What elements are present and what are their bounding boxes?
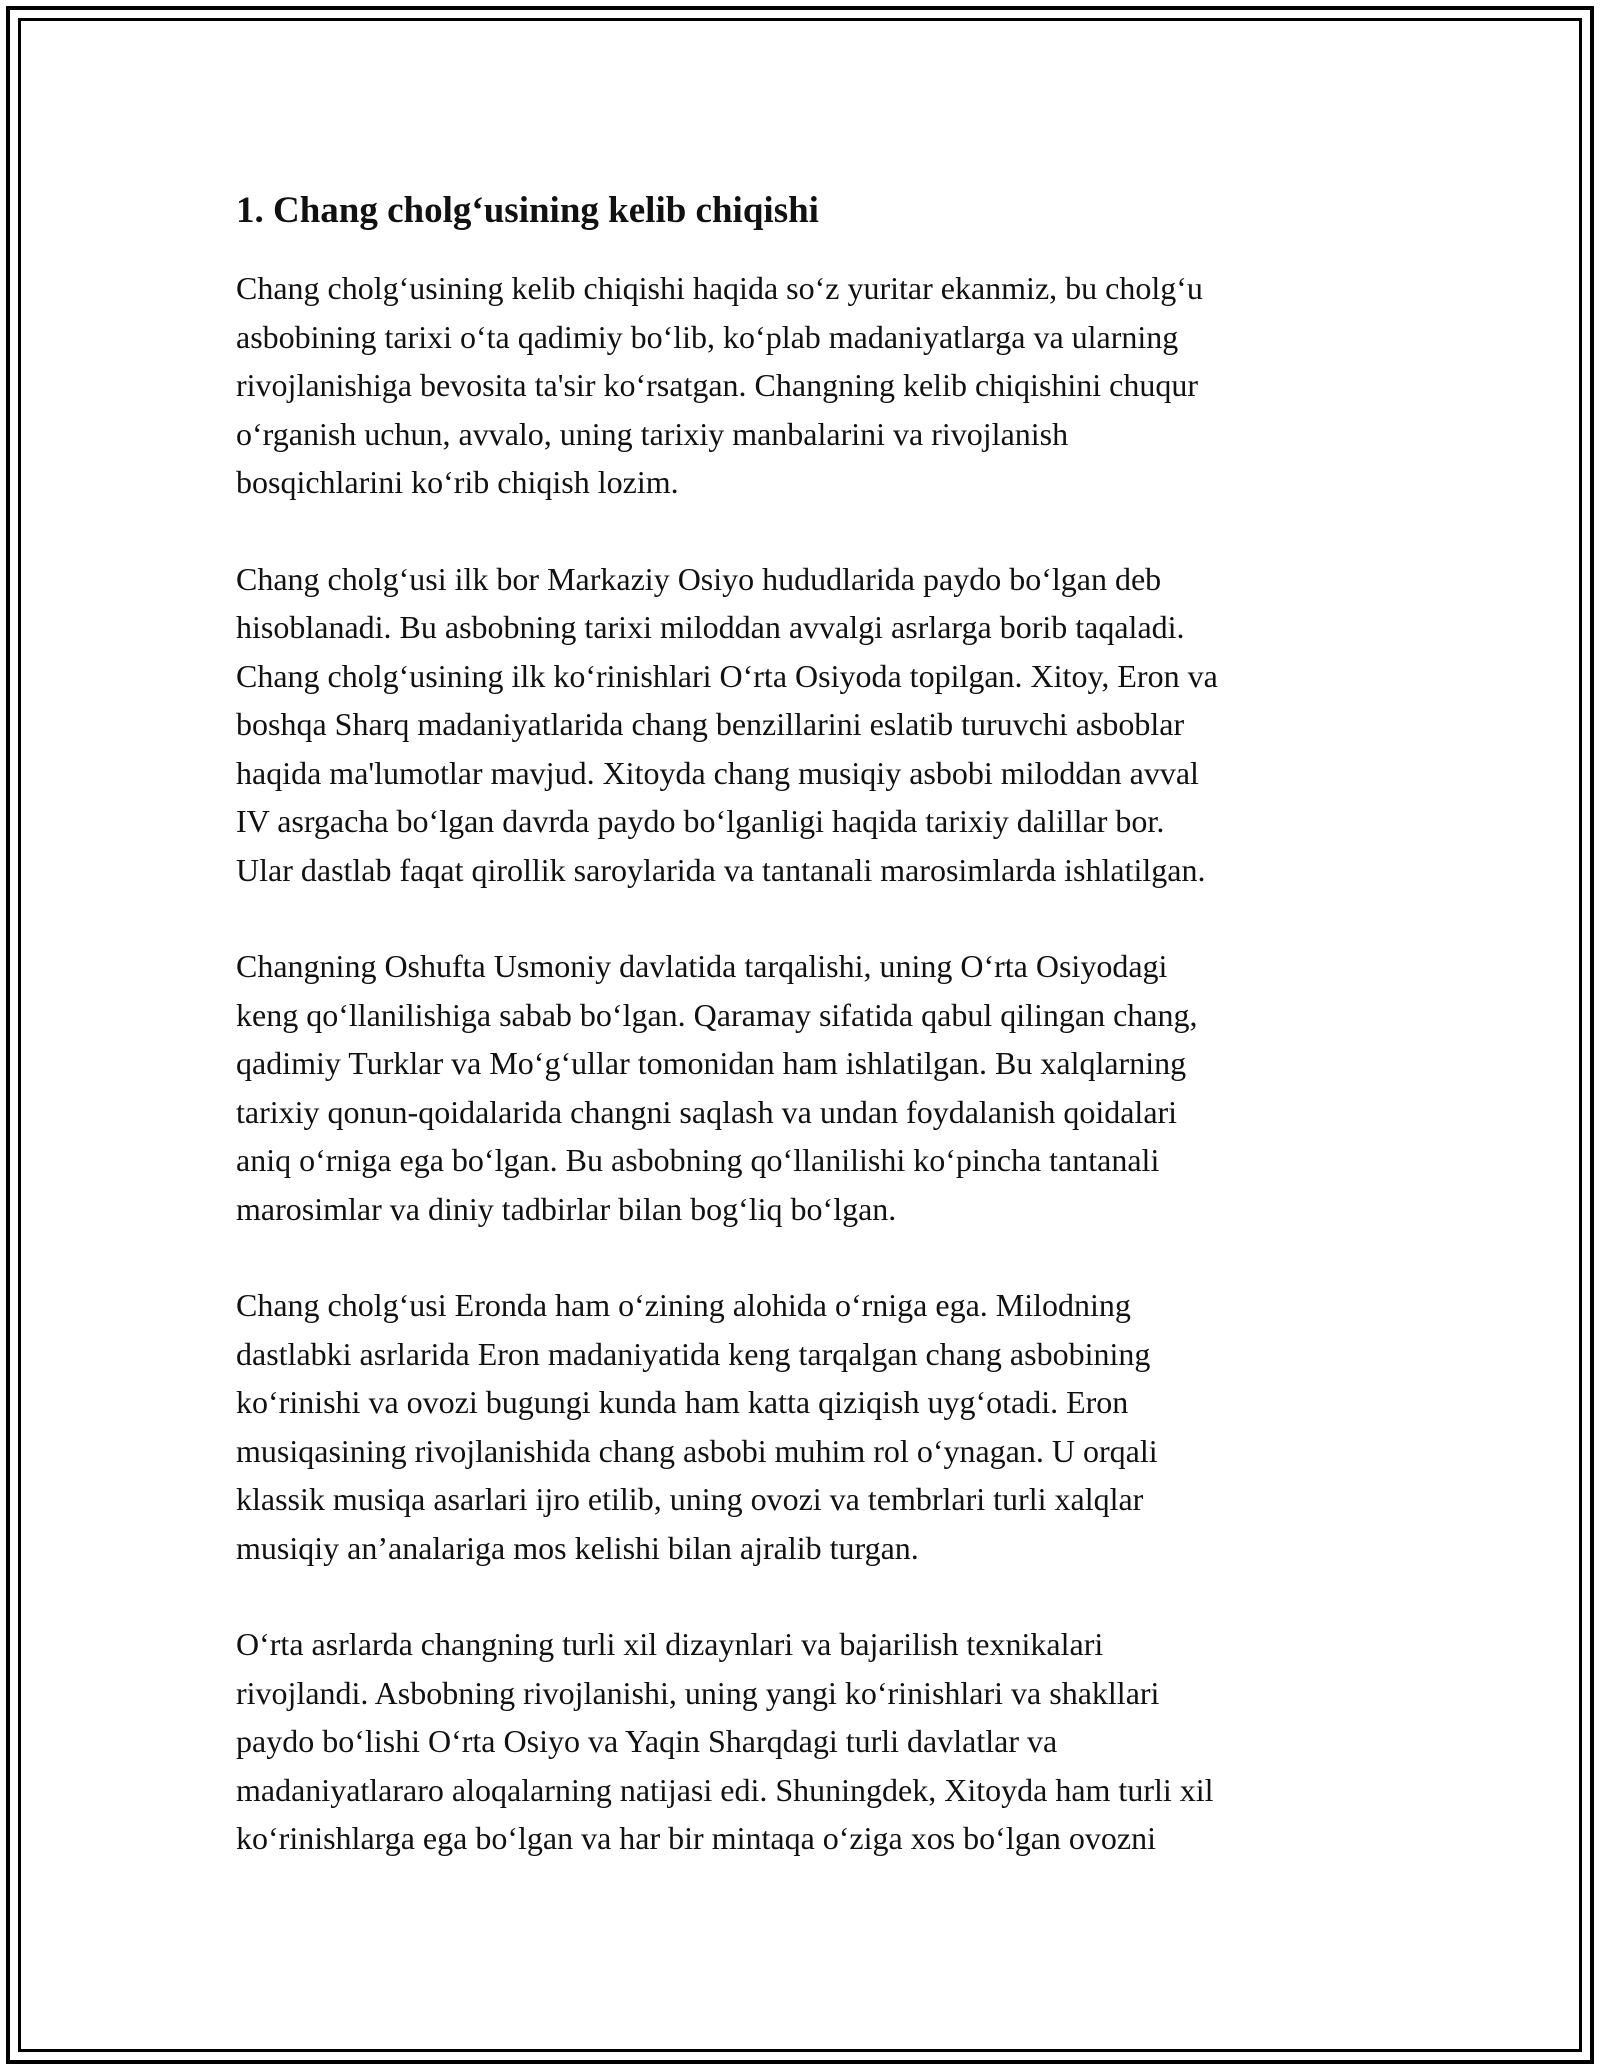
text-line: IV asrgacha bo‘lgan davrda paydo bo‘lganligi haqida tarixiy dalillar bor. [236, 803, 1165, 839]
text-line: keng qo‘llanilishiga sabab bo‘lgan. Qaramay sifatida qabul qilingan chang, [236, 996, 1198, 1033]
text-line: dastlabki asrlarida Eron madaniyatida keng tarqalgan chang asbobining [236, 1335, 1151, 1372]
text-line: o‘rganish uchun, avvalo, uning tarixiy manbalarini va rivojlanish [236, 415, 1069, 452]
paragraph-5 [236, 1620, 1386, 1863]
text-line: haqida ma'lumotlar mavjud. Xitoyda chang musiqiy asbobi miloddan avval [236, 754, 1199, 791]
text-line: aniq o‘rniga ega bo‘lgan. Bu asbobning qo‘llanilishi ko‘pincha tantanali [236, 1142, 1160, 1178]
text-line: paydo bo‘lishi O‘rta Osiyo va Yaqin Sharqdagi turli davlatlar va [236, 1723, 1058, 1759]
text-line: klassik musiqa asarlari ijro etilib, uning ovozi va tembrlari turli xalqlar [236, 1481, 1144, 1517]
text-line: Chang cholg‘usi ilk bor Markaziy Osiyo hududlarida paydo bo‘lgan deb [236, 560, 1162, 597]
text-line: O‘rta asrlarda changning turli xil dizaynlari va bajarilish texnikalari [236, 1626, 1104, 1662]
text-line: qadimiy Turklar va Mo‘g‘ullar tomonidan ham ishlatilgan. Bu xalqlarning [236, 1045, 1187, 1081]
text-line: rivojlanishiga bevosita ta'sir ko‘rsatgan. Changning kelib chiqishini chuqur [236, 367, 1199, 403]
text-line: boshqa Sharq madaniyatlarida chang benzillarini eslatib turuvchi asboblar [236, 706, 1185, 742]
text-line: Chang cholg‘usining ilk ko‘rinishlari O‘rta Osiyoda topilgan. Xitoy, Eron va [236, 657, 1218, 694]
text-line: marosimlar va diniy tadbirlar bilan bog‘liq bo‘lgan. [236, 1190, 897, 1227]
text-line: tarixiy qonun-qoidalarida changni saqlash va undan foydalanish qoidalari [236, 1093, 1178, 1130]
text-line: madaniyatlararo aloqalarning natijasi edi. Shuningdek, Xitoyda ham turli xil [236, 1771, 1214, 1808]
text-line: Ular dastlab faqat qirollik saroylarida va tantanali marosimlarda ishlatilgan. [236, 851, 1206, 888]
text-line: musiqiy an’analariga mos kelishi bilan ajralib turgan. [236, 1529, 919, 1566]
section-heading: 1. Chang cholg‘usining kelib chiqishi [236, 190, 819, 231]
text-line: Changning Oshufta Usmoniy davlatida tarqalishi, uning O‘rta Osiyodagi [236, 948, 1168, 984]
text-line: Chang cholg‘usi Eronda ham o‘zining alohida o‘rniga ega. Milodning [236, 1287, 1131, 1323]
text-line: bosqichlarini ko‘rib chiqish lozim. [236, 464, 679, 500]
text-line: ko‘rinishi va ovozi bugungi kunda ham katta qiziqish uyg‘otadi. Eron [236, 1384, 1129, 1420]
paragraph-4 [236, 1281, 1386, 1572]
document-body [236, 188, 1386, 1911]
text-line: rivojlandi. Asbobning rivojlanishi, uning yangi ko‘rinishlari va shakllari [236, 1674, 1160, 1711]
paragraph-1 [236, 264, 1386, 507]
text-line: asbobining tarixi o‘ta qadimiy bo‘lib, ko‘plab madaniyatlarga va ularning [236, 318, 1179, 355]
paragraph-2 [236, 555, 1386, 895]
text-line: hisoblanadi. Bu asbobning tarixi miloddan avvalgi asrlarga borib taqaladi. [236, 609, 1185, 645]
text-line: ko‘rinishlarga ega bo‘lgan va har bir mintaqa o‘ziga xos bo‘lgan ovozni [236, 1820, 1157, 1856]
paragraph-3 [236, 942, 1386, 1233]
text-line: Chang cholg‘usining kelib chiqishi haqida so‘z yuritar ekanmiz, bu cholg‘u [236, 270, 1203, 306]
text-line: musiqasining rivojlanishida chang asbobi muhim rol o‘ynagan. U orqali [236, 1432, 1158, 1469]
